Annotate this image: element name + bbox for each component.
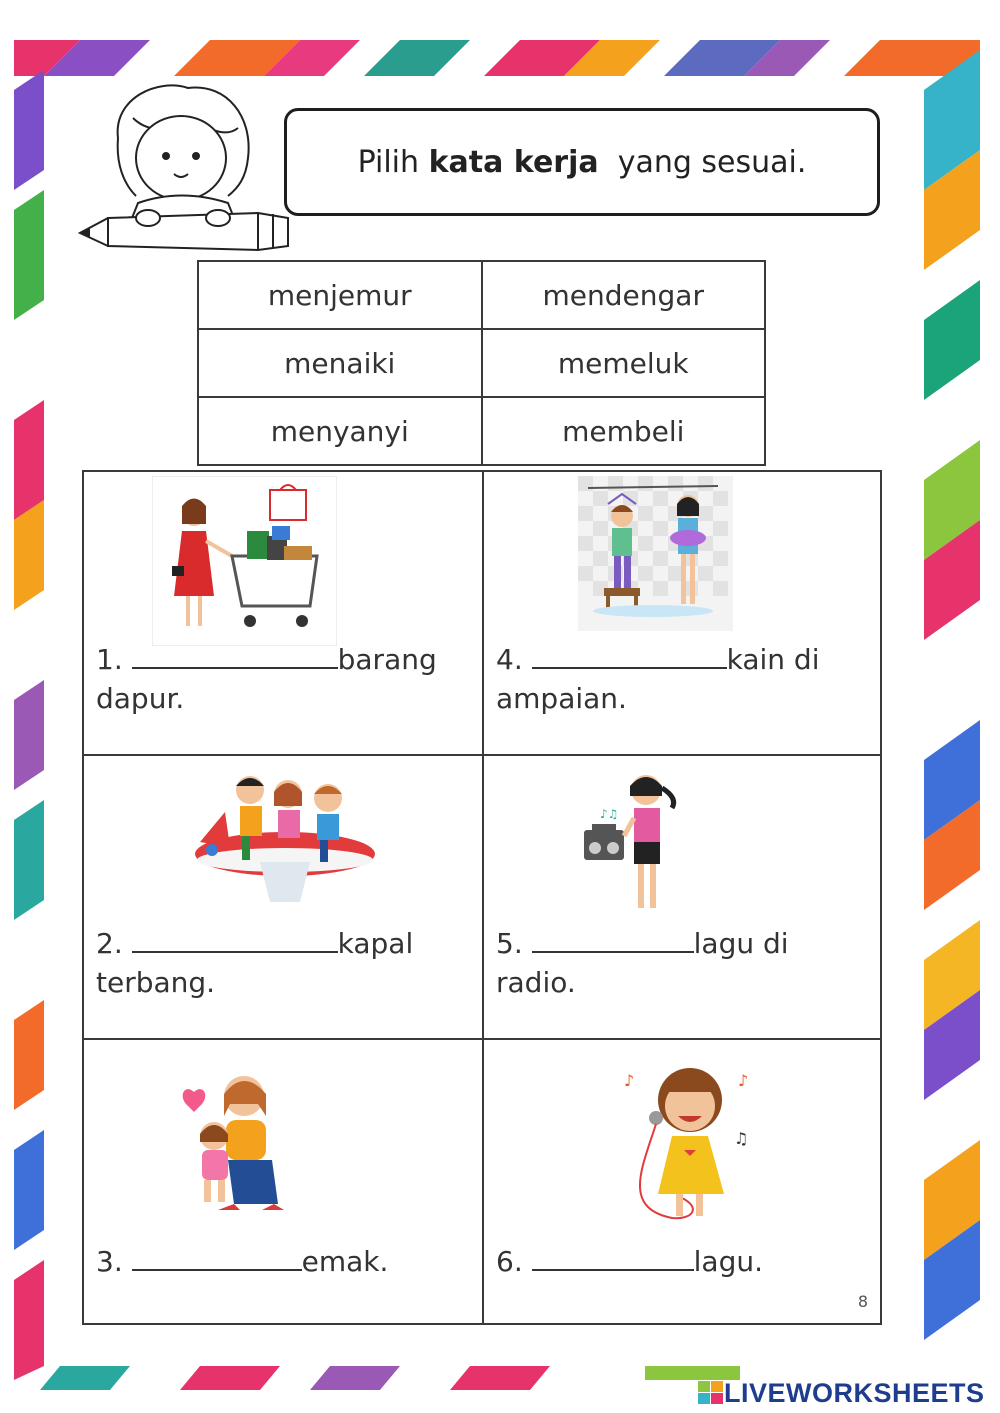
question-text-1 (96, 640, 472, 718)
hanging-clothes-picture (578, 476, 733, 631)
word-bank-cell: memeluk (482, 329, 766, 397)
liveworksheets-logo[interactable] (698, 1378, 985, 1408)
question-grid (82, 470, 882, 1325)
question-number: 1. (96, 643, 123, 676)
question-line2: radio. (496, 966, 576, 999)
question-line2: terbang. (96, 966, 216, 999)
word-bank-cell: mendengar (482, 261, 766, 329)
shopping-cart-picture (152, 476, 337, 646)
answer-blank[interactable] (532, 927, 694, 953)
question-cell-5 (484, 756, 882, 1040)
svg-text:♫: ♫ (734, 1129, 749, 1148)
radio-listening-picture (580, 768, 690, 918)
svg-text:♪: ♪ (738, 1071, 749, 1090)
instruction-text-post: yang sesuai. (598, 144, 807, 180)
question-number: 5. (496, 927, 523, 960)
airplane-kids-picture (190, 762, 380, 912)
logo-text: LIVEWORKSHEETS (724, 1377, 985, 1408)
question-cell-3 (84, 1040, 484, 1323)
word-bank-cell: membeli (482, 397, 766, 465)
answer-blank[interactable] (132, 1245, 302, 1271)
question-number: 4. (496, 643, 523, 676)
word-bank-table (197, 260, 766, 466)
question-after-text: kapal (337, 927, 414, 960)
answer-blank[interactable] (132, 927, 338, 953)
question-cell-2 (84, 756, 484, 1040)
question-cell-6 (484, 1040, 882, 1323)
instruction-box (284, 108, 880, 216)
svg-text:♪♫: ♪♫ (600, 807, 619, 821)
question-after-text: emak. (301, 1245, 389, 1278)
question-text-2 (96, 924, 472, 1002)
singing-girl-picture (612, 1058, 762, 1228)
instruction-text-pre: Pilih (357, 144, 429, 180)
instruction-text-bold: kata kerja (428, 144, 599, 180)
question-after-text: lagu di (693, 927, 789, 960)
question-line2: dapur. (96, 682, 185, 715)
question-after-text: barang (337, 643, 437, 676)
page-number: 8 (857, 1292, 868, 1311)
mother-hug-picture (174, 1064, 294, 1214)
svg-text:♪: ♪ (624, 1071, 635, 1090)
answer-blank[interactable] (132, 643, 338, 669)
question-number: 3. (96, 1245, 123, 1278)
word-bank-cell: menjemur (198, 261, 482, 329)
question-cell-1 (84, 472, 484, 756)
question-cell-4 (484, 472, 882, 756)
question-text-6 (496, 1242, 872, 1281)
question-after-text: lagu. (693, 1245, 763, 1278)
girl-pencil-illustration (78, 78, 293, 258)
word-bank-cell: menyanyi (198, 397, 482, 465)
logo-icon (698, 1381, 724, 1405)
question-after-text: kain di (726, 643, 820, 676)
question-text-5 (496, 924, 872, 1002)
answer-blank[interactable] (532, 643, 727, 669)
question-text-4 (496, 640, 872, 718)
question-number: 2. (96, 927, 123, 960)
question-line2: ampaian. (496, 682, 627, 715)
word-bank-cell: menaiki (198, 329, 482, 397)
question-number: 6. (496, 1245, 523, 1278)
question-text-3 (96, 1242, 472, 1281)
answer-blank[interactable] (532, 1245, 694, 1271)
